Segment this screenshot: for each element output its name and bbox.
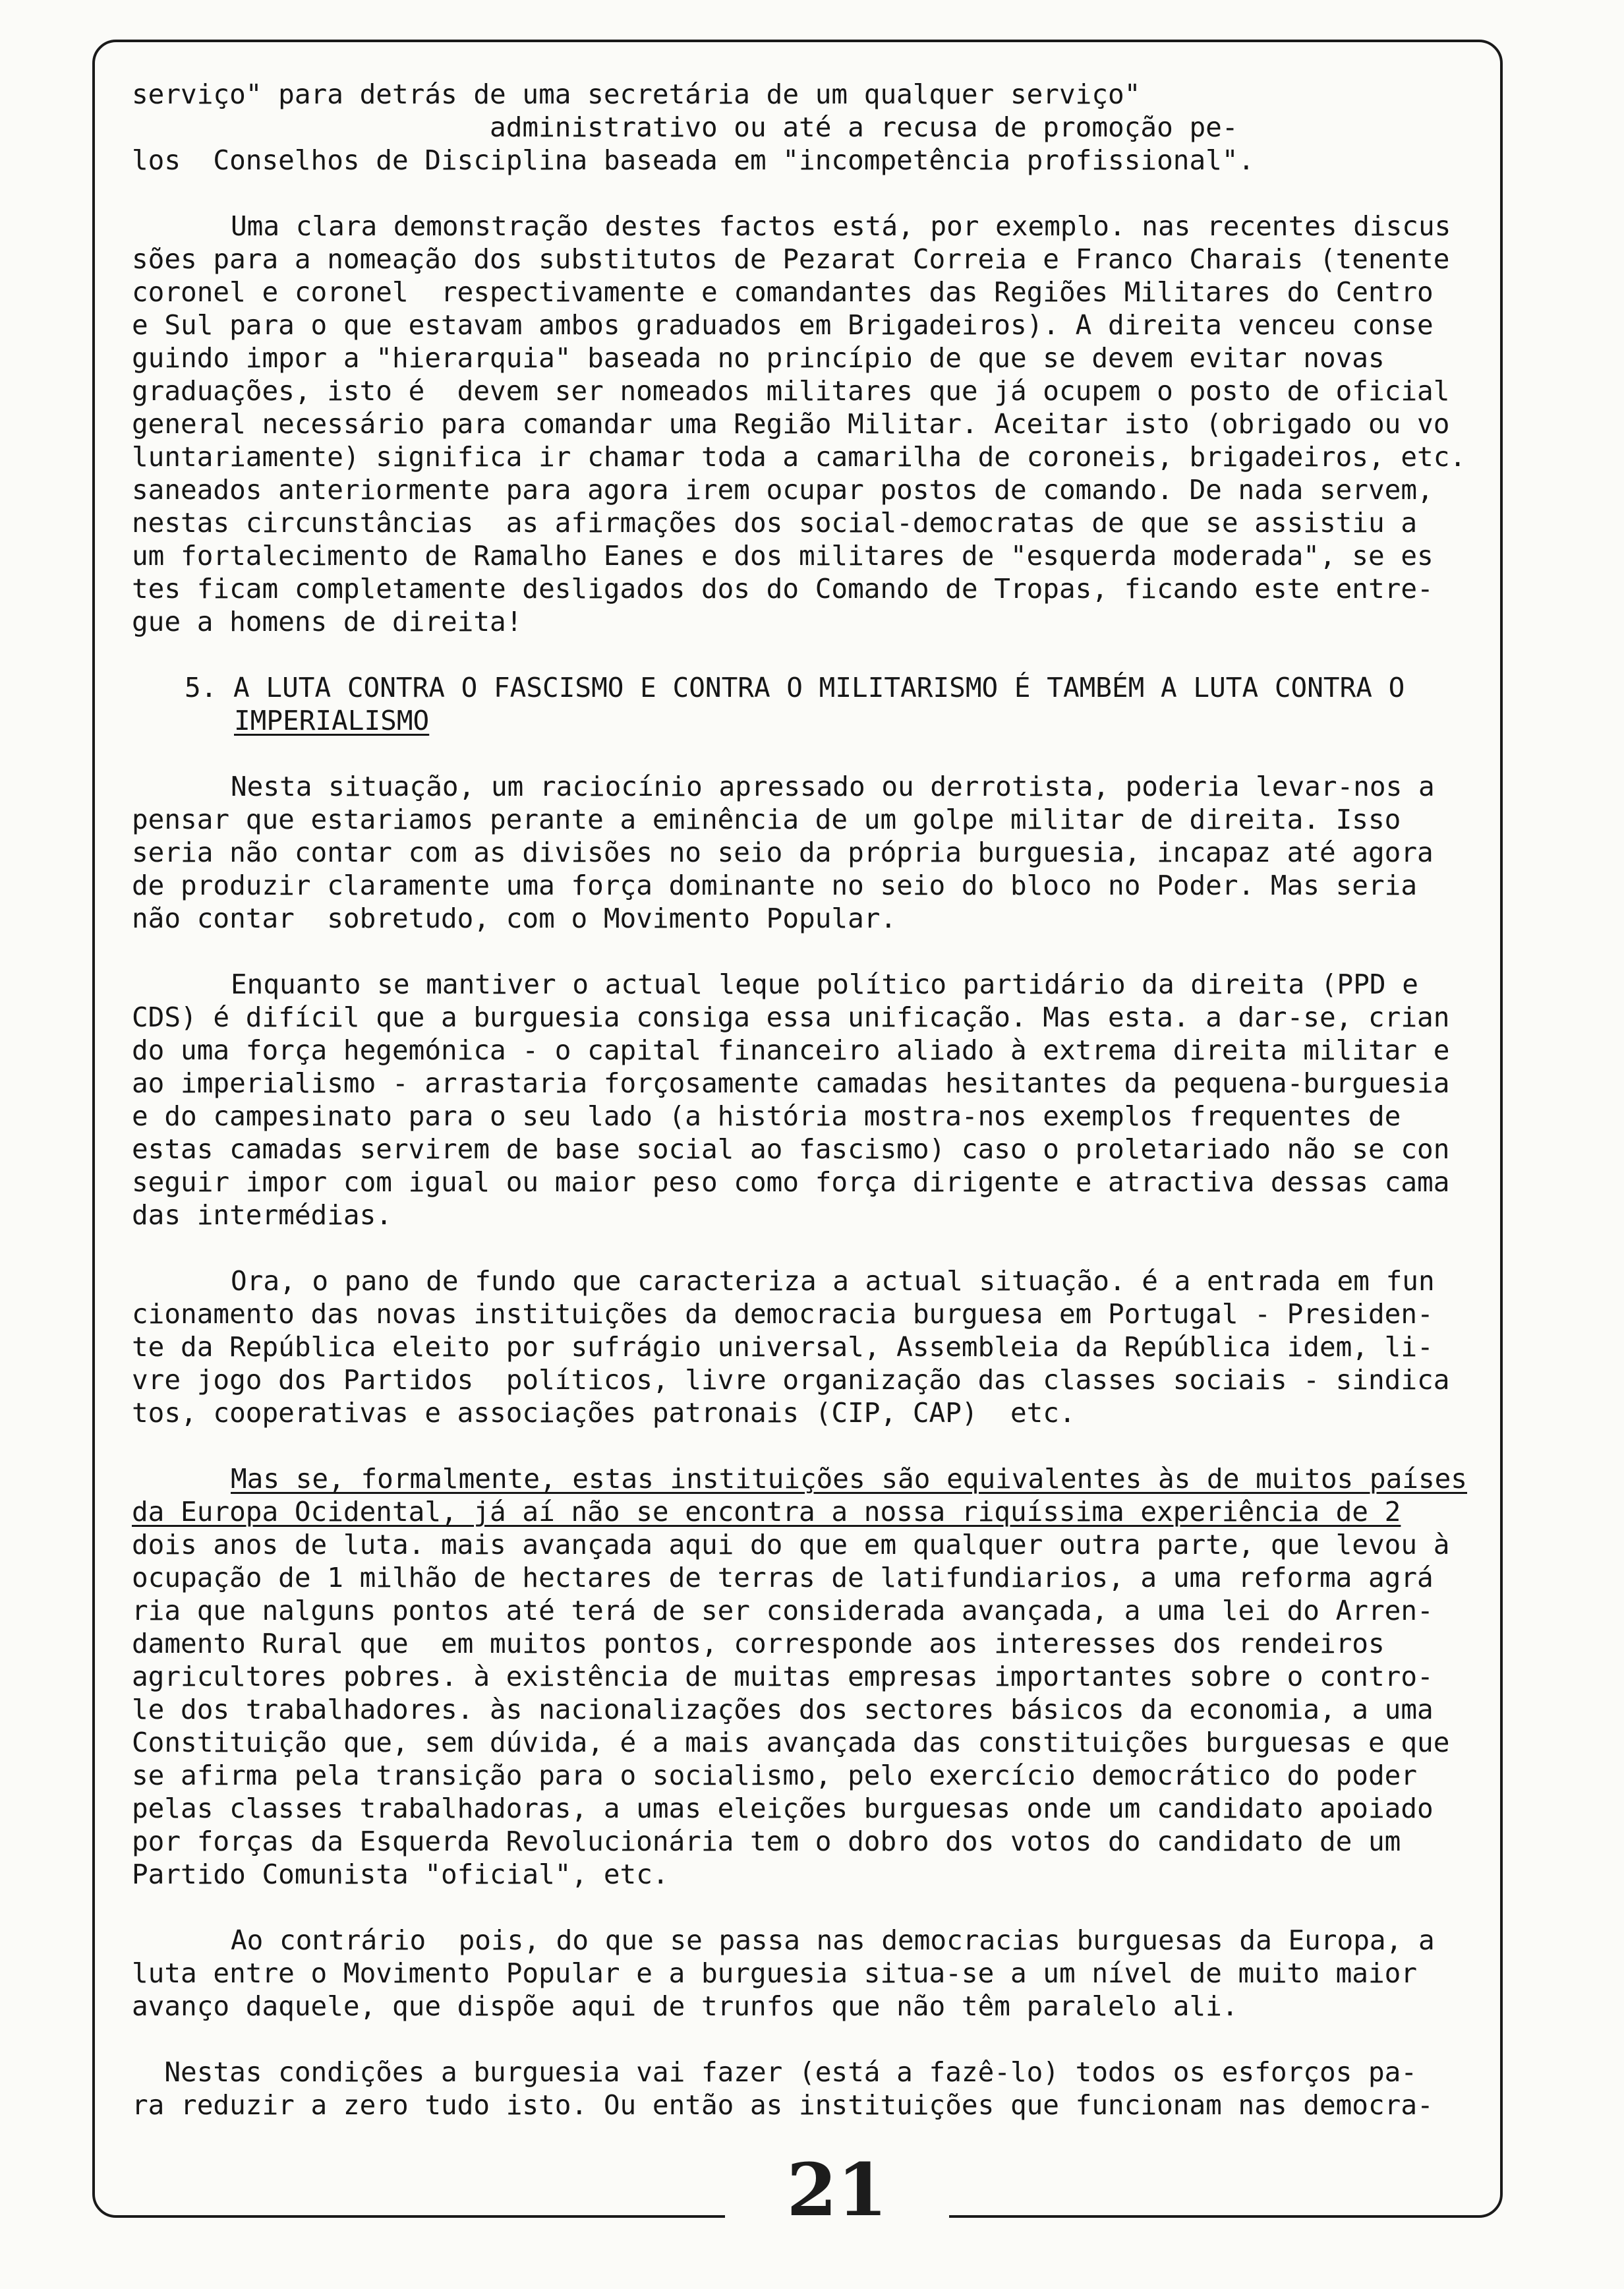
text-line: luta entre o Movimento Popular e a burguesia situa-se a um nível de muito maior (132, 1957, 1418, 1989)
text-line: guindo impor a "hierarquia" baseada no princípio de que se devem evitar novas (132, 342, 1385, 374)
text-line: pensar que estariamos perante a eminência de um golpe militar de direita. Isso (132, 804, 1401, 835)
text-line: do uma força hegemónica - o capital financeiro aliado à extrema direita militar e (132, 1034, 1450, 1066)
text-line: avanço daquele, que dispõe aqui de trunfos que não têm paralelo ali. (132, 1990, 1238, 2022)
text-line: tes ficam completamente desligados dos do Comando de Tropas, ficando este entre- (132, 573, 1434, 605)
text-line: vre jogo dos Partidos políticos, livre organização das classes sociais - sindica (132, 1364, 1450, 1396)
text-line: sões para a nomeação dos substitutos de Pezarat Correia e Franco Charais (tenente (132, 243, 1450, 275)
paragraph-gap (132, 638, 1476, 671)
text-line: Nesta situação, um raciocínio apressado ou derrotista, poderia levar-nos a (231, 771, 1435, 802)
text-line: e do campesinato para o seu lado (a história mostra-nos exemplos frequentes de (132, 1100, 1401, 1132)
text-line: ra reduzir a zero tudo isto. Ou então as instituições que funcionam nas democra- (132, 2089, 1434, 2121)
text-line: tos, cooperativas e associações patronais (CIP, CAP) etc. (132, 1397, 1076, 1429)
paragraph-gap (132, 1429, 1476, 1462)
text-line: Ao contrário pois, do que se passa nas democracias burguesas da Europa, a (231, 1924, 1435, 1956)
text-line: 5. A LUTA CONTRA O FASCISMO E CONTRA O MILITARISMO É TAMBÉM A LUTA CONTRA O (185, 672, 1405, 703)
paragraph-gap (132, 935, 1476, 968)
text-line: da Europa Ocidental, já aí não se encontra a nossa riquíssima experiência de 2 (132, 1496, 1401, 1528)
text-line: damento Rural que em muitos pontos, corresponde aos interesses dos rendeiros (132, 1628, 1385, 1659)
text-line: agricultores pobres. à existência de muitas empresas importantes sobre o contro- (132, 1661, 1434, 1692)
text-line: dois anos de luta. mais avançada aqui do que em qualquer outra parte, que levou à (132, 1529, 1450, 1561)
text-line: administrativo ou até a recusa de promoção pe- (132, 111, 1238, 143)
text-line: pelas classes trabalhadoras, a umas eleições burguesas onde um candidato apoiado (132, 1793, 1434, 1824)
text-line: de produzir claramente uma força dominante no seio do bloco no Poder. Mas seria (132, 870, 1418, 901)
text-line: seguir impor com igual ou maior peso como força dirigente e atractiva dessas cama (132, 1166, 1450, 1198)
text-line: Partido Comunista "oficial", etc. (132, 1858, 669, 1890)
text-line: se afirma pela transição para o socialismo, pelo exercício democrático do poder (132, 1760, 1418, 1791)
text-line: general necessário para comandar uma Região Militar. Aceitar isto (obrigado ou vo (132, 408, 1450, 440)
text-line: por forças da Esquerda Revolucionária tem o dobro dos votos do candidato de um (132, 1826, 1401, 1857)
text-line: luntariamente) significa ir chamar toda a camarilha de coroneis, brigadeiros, etc. (132, 441, 1466, 473)
text-line: e Sul para o que estavam ambos graduados em Brigadeiros). A direita venceu conse (132, 309, 1434, 341)
text-line: Mas se, formalmente, estas instituições são equivalentes às de muitos países (231, 1463, 1467, 1495)
text-line: ao imperialismo - arrastaria forçosamente camadas hesitantes da pequena-burguesia (132, 1067, 1450, 1099)
text-line: serviço" para detrás de uma secretária de um qualquer serviço" (132, 78, 1141, 110)
text-line: Constituição que, sem dúvida, é a mais avançada das constituições burguesas e que (132, 1727, 1450, 1758)
document-body (132, 78, 1476, 2122)
text-line: um fortalecimento de Ramalho Eanes e dos militares de "esquerda moderada", se es (132, 540, 1434, 572)
paragraph-gap (132, 177, 1476, 210)
text-line: IMPERIALISMO (234, 705, 430, 736)
text-line: saneados anteriormente para agora irem ocupar postos de comando. De nada servem, (132, 474, 1434, 506)
text-line: nestas circunstâncias as afirmações dos social-democratas de que se assistiu a (132, 507, 1418, 539)
text-line: seria não contar com as divisões no seio da própria burguesia, incapaz até agora (132, 837, 1434, 868)
text-line: estas camadas servirem de base social ao fascismo) caso o proletariado não se con (132, 1133, 1450, 1165)
text-line: cionamento das novas instituições da democracia burguesa em Portugal - Presiden- (132, 1298, 1434, 1330)
text-line: ria que nalguns pontos até terá de ser considerada avançada, a uma lei do Arren- (132, 1595, 1434, 1626)
text-line: le dos trabalhadores. às nacionalizações dos sectores básicos da economia, a uma (132, 1694, 1434, 1725)
text-line: Uma clara demonstração destes factos está, por exemplo. nas recentes discus (231, 210, 1451, 242)
text-line: los Conselhos de Disciplina baseada em "incompetência profissional". (132, 144, 1255, 176)
page-number: 21 (725, 2151, 949, 2230)
paragraph-gap (132, 1232, 1476, 1264)
text-line: gue a homens de direita! (132, 606, 523, 638)
text-line: Nestas condições a burguesia vai fazer (está a fazê-lo) todos os esforços pa- (132, 2056, 1418, 2088)
text-line: das intermédias. (132, 1199, 392, 1231)
text-line: te da República eleito por sufrágio universal, Assembleia da República idem, li- (132, 1331, 1434, 1363)
text-line: CDS) é difícil que a burguesia consiga essa unificação. Mas esta. a dar-se, crian (132, 1001, 1450, 1033)
text-line: Ora, o pano de fundo que caracteriza a actual situação. é a entrada em fun (231, 1265, 1435, 1297)
paragraph-gap (132, 737, 1476, 770)
text-line: não contar sobretudo, com o Movimento Popular. (132, 903, 897, 934)
text-line: graduações, isto é devem ser nomeados militares que já ocupem o posto de oficial (132, 375, 1450, 407)
paragraph-gap (132, 2023, 1476, 2056)
text-line: ocupação de 1 milhão de hectares de terras de latifundiarios, a uma reforma agrá (132, 1562, 1434, 1593)
text-line: Enquanto se mantiver o actual leque político partidário da direita (PPD e (231, 968, 1418, 1000)
text-line: coronel e coronel respectivamente e comandantes das Regiões Militares do Centro (132, 276, 1434, 308)
paragraph-gap (132, 1891, 1476, 1924)
